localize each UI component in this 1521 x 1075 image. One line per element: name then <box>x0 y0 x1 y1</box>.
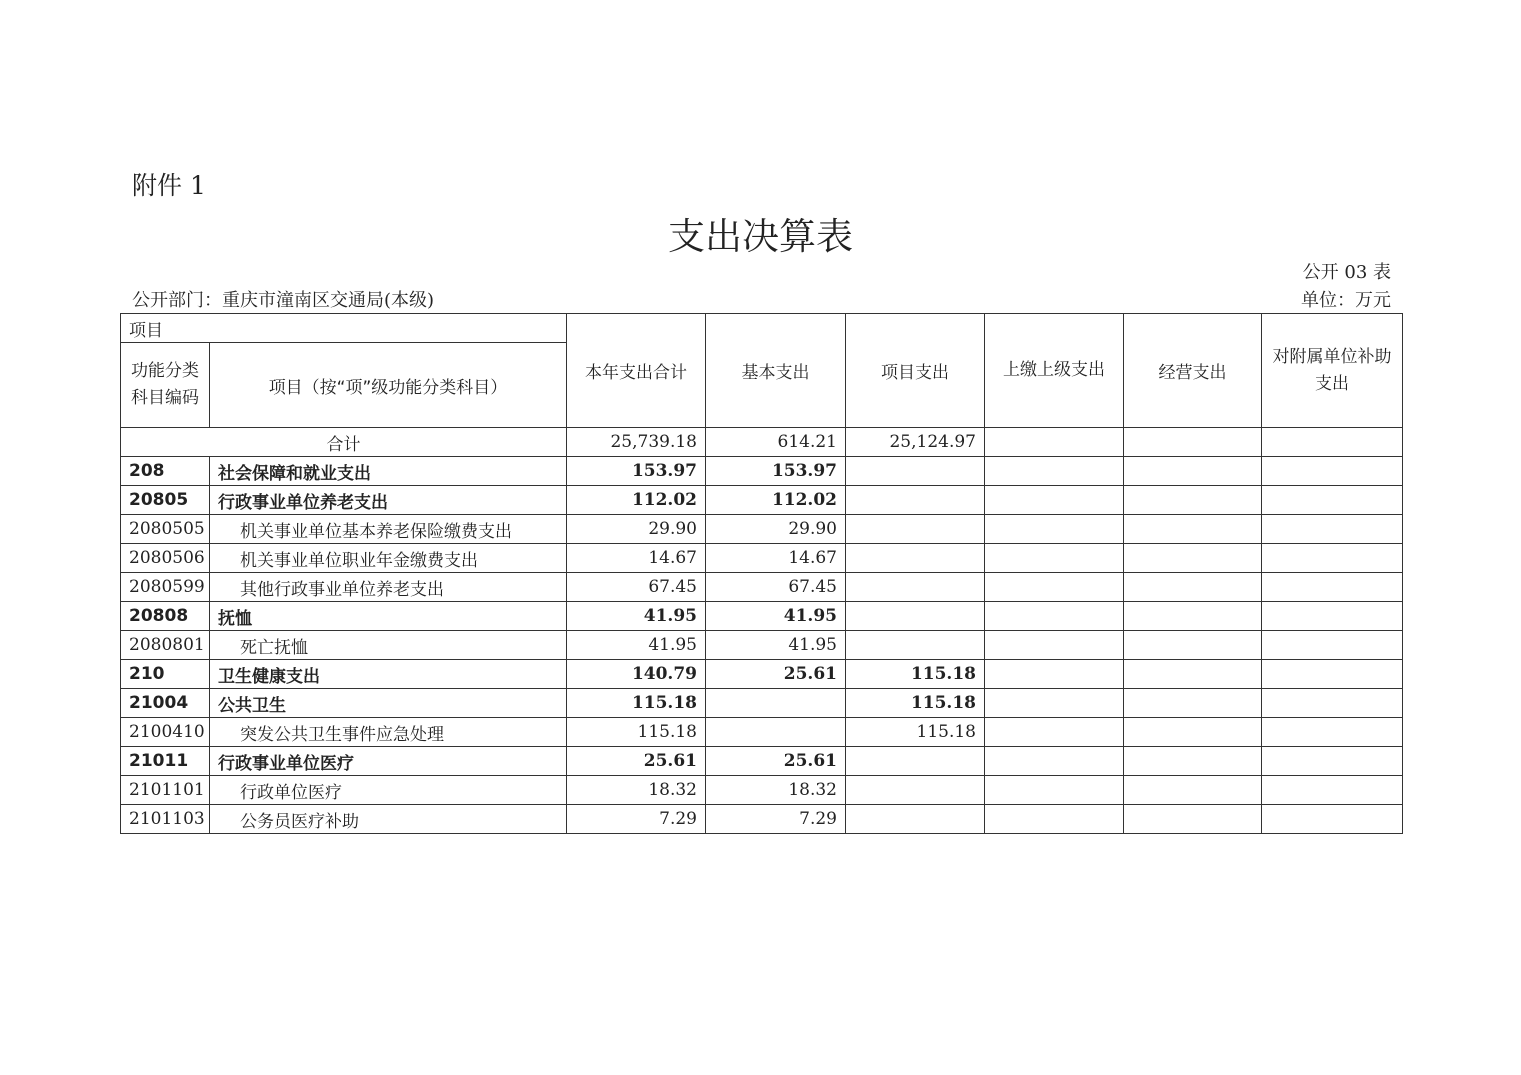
row-project-expenditure: 115.18 <box>846 689 985 718</box>
header-business: 经营支出 <box>1124 314 1262 428</box>
row-code: 20808 <box>121 602 210 631</box>
page-title: 支出决算表 <box>668 215 853 258</box>
header-row-1 <box>121 314 1403 343</box>
row-name: 机关事业单位职业年金缴费支出 <box>210 544 567 573</box>
total-upper <box>985 428 1124 457</box>
row-basic: 153.97 <box>706 457 846 486</box>
row-subsidy <box>1262 544 1403 573</box>
row-subsidy <box>1262 602 1403 631</box>
row-total: 14.67 <box>567 544 706 573</box>
table-row <box>121 718 1403 747</box>
row-code: 21004 <box>121 689 210 718</box>
row-total: 18.32 <box>567 776 706 805</box>
table-row <box>121 573 1403 602</box>
header-upper: 上缴上级支出 <box>985 314 1124 428</box>
row-subsidy <box>1262 631 1403 660</box>
row-business <box>1124 457 1262 486</box>
row-project-expenditure <box>846 776 985 805</box>
table-row <box>121 457 1403 486</box>
header-basic: 基本支出 <box>706 314 846 428</box>
row-upper <box>985 602 1124 631</box>
department-label: 公开部门：重庆市潼南区交通局(本级) <box>132 290 435 311</box>
header-project-expenditure: 项目支出 <box>846 314 985 428</box>
row-total: 112.02 <box>567 486 706 515</box>
row-business <box>1124 805 1262 834</box>
row-subsidy <box>1262 747 1403 776</box>
row-code: 2080599 <box>121 573 210 602</box>
header-subsidy: 对附属单位补助支出 <box>1262 314 1403 428</box>
row-project-expenditure <box>846 486 985 515</box>
row-project-expenditure <box>846 544 985 573</box>
row-upper <box>985 573 1124 602</box>
row-subsidy <box>1262 718 1403 747</box>
row-upper <box>985 747 1124 776</box>
row-upper <box>985 660 1124 689</box>
total-subsidy <box>1262 428 1403 457</box>
row-subsidy <box>1262 486 1403 515</box>
table-row <box>121 805 1403 834</box>
row-subsidy <box>1262 573 1403 602</box>
row-business <box>1124 718 1262 747</box>
row-total: 153.97 <box>567 457 706 486</box>
row-name: 卫生健康支出 <box>210 660 567 689</box>
row-subsidy <box>1262 457 1403 486</box>
row-business <box>1124 660 1262 689</box>
table-row <box>121 602 1403 631</box>
total-basic: 614.21 <box>706 428 846 457</box>
row-basic: 18.32 <box>706 776 846 805</box>
table-row <box>121 631 1403 660</box>
row-project-expenditure <box>846 573 985 602</box>
row-business <box>1124 631 1262 660</box>
row-total: 25.61 <box>567 747 706 776</box>
row-project-expenditure <box>846 457 985 486</box>
row-upper <box>985 515 1124 544</box>
row-name: 其他行政事业单位养老支出 <box>210 573 567 602</box>
row-project-expenditure <box>846 631 985 660</box>
row-code: 2101101 <box>121 776 210 805</box>
header-item: 项目（按“项”级功能分类科目） <box>210 343 567 428</box>
row-project-expenditure <box>846 805 985 834</box>
row-upper <box>985 689 1124 718</box>
row-code: 21011 <box>121 747 210 776</box>
row-name: 突发公共卫生事件应急处理 <box>210 718 567 747</box>
row-business <box>1124 486 1262 515</box>
table-row <box>121 776 1403 805</box>
row-name: 公务员医疗补助 <box>210 805 567 834</box>
total-row <box>121 428 1403 457</box>
row-name: 行政单位医疗 <box>210 776 567 805</box>
row-basic: 41.95 <box>706 631 846 660</box>
attachment-label: 附件 1 <box>132 171 206 200</box>
row-project-expenditure <box>846 602 985 631</box>
row-code: 2101103 <box>121 805 210 834</box>
row-subsidy <box>1262 660 1403 689</box>
row-subsidy <box>1262 689 1403 718</box>
row-total: 115.18 <box>567 689 706 718</box>
header-project: 项目 <box>121 314 567 343</box>
row-project-expenditure: 115.18 <box>846 660 985 689</box>
unit-label: 单位：万元 <box>1301 290 1391 311</box>
row-name: 社会保障和就业支出 <box>210 457 567 486</box>
row-business <box>1124 689 1262 718</box>
row-name: 机关事业单位基本养老保险缴费支出 <box>210 515 567 544</box>
row-basic <box>706 718 846 747</box>
row-business <box>1124 573 1262 602</box>
row-basic: 29.90 <box>706 515 846 544</box>
row-business <box>1124 544 1262 573</box>
row-total: 41.95 <box>567 602 706 631</box>
row-business <box>1124 602 1262 631</box>
row-total: 67.45 <box>567 573 706 602</box>
row-basic: 25.61 <box>706 660 846 689</box>
row-basic: 41.95 <box>706 602 846 631</box>
row-code: 2100410 <box>121 718 210 747</box>
table-row <box>121 486 1403 515</box>
row-subsidy <box>1262 515 1403 544</box>
row-upper <box>985 805 1124 834</box>
total-label: 合计 <box>121 428 567 457</box>
row-total: 115.18 <box>567 718 706 747</box>
expenditure-table <box>120 313 1403 834</box>
total-business <box>1124 428 1262 457</box>
row-code: 2080505 <box>121 515 210 544</box>
row-code: 210 <box>121 660 210 689</box>
row-code: 2080506 <box>121 544 210 573</box>
total-project-expenditure: 25,124.97 <box>846 428 985 457</box>
row-upper <box>985 631 1124 660</box>
row-total: 29.90 <box>567 515 706 544</box>
row-basic <box>706 689 846 718</box>
row-total: 41.95 <box>567 631 706 660</box>
row-upper <box>985 776 1124 805</box>
row-subsidy <box>1262 776 1403 805</box>
row-code: 20805 <box>121 486 210 515</box>
row-total: 140.79 <box>567 660 706 689</box>
row-name: 抚恤 <box>210 602 567 631</box>
row-name: 行政事业单位医疗 <box>210 747 567 776</box>
row-project-expenditure <box>846 515 985 544</box>
table-row <box>121 515 1403 544</box>
row-basic: 25.61 <box>706 747 846 776</box>
row-code: 208 <box>121 457 210 486</box>
table-row <box>121 660 1403 689</box>
row-business <box>1124 515 1262 544</box>
table-row <box>121 544 1403 573</box>
row-basic: 112.02 <box>706 486 846 515</box>
row-name: 行政事业单位养老支出 <box>210 486 567 515</box>
header-code: 功能分类科目编码 <box>121 343 210 428</box>
row-basic: 67.45 <box>706 573 846 602</box>
row-code: 2080801 <box>121 631 210 660</box>
row-subsidy <box>1262 805 1403 834</box>
header-total: 本年支出合计 <box>567 314 706 428</box>
form-number: 公开 03 表 <box>1302 262 1391 283</box>
row-upper <box>985 544 1124 573</box>
table-row <box>121 747 1403 776</box>
row-project-expenditure <box>846 747 985 776</box>
row-project-expenditure: 115.18 <box>846 718 985 747</box>
total-total: 25,739.18 <box>567 428 706 457</box>
row-upper <box>985 486 1124 515</box>
row-business <box>1124 747 1262 776</box>
row-name: 公共卫生 <box>210 689 567 718</box>
row-business <box>1124 776 1262 805</box>
row-upper <box>985 718 1124 747</box>
row-basic: 7.29 <box>706 805 846 834</box>
row-name: 死亡抚恤 <box>210 631 567 660</box>
row-basic: 14.67 <box>706 544 846 573</box>
table-row <box>121 689 1403 718</box>
row-upper <box>985 457 1124 486</box>
row-total: 7.29 <box>567 805 706 834</box>
